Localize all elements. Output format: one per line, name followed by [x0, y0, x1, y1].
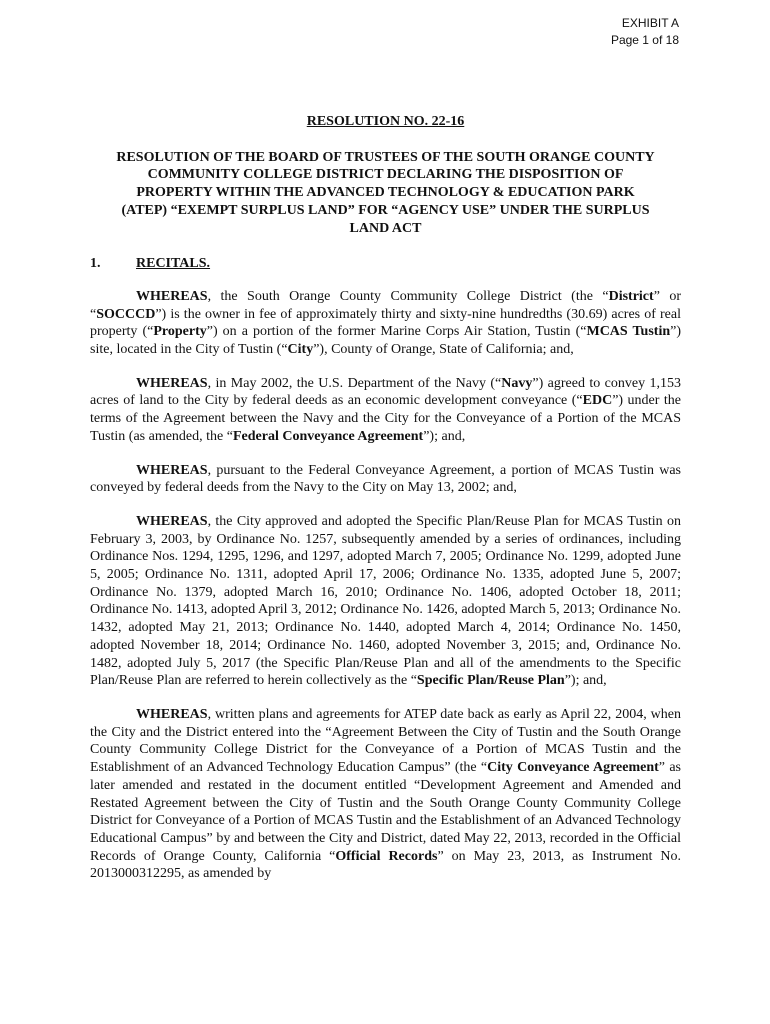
resolution-number: RESOLUTION NO. 22-16	[306, 114, 465, 129]
recital-paragraph-5: WHEREAS, written plans and agreements for ATEP date back as early as April 22, 2004, when the City and the District entered into the “Agreement Between the City of Tustin and the South Orange County Community College District for the Conveyance of a Portion of MCAS Tustin and the Establishment of an Advanced Technology Education Campus” (the “City Conveyance Agreement” as later amended and restated in the document entitled “Development Agreement and Amended and Restated Agreement between the City of Tustin and the South Orange County Community College District for Conveyance of a Portion of MCAS Tustin and the Establishment of an Advanced Technology Educational Campus” by and between the City and District, dated May 22, 2013, recorded in the Official Records of Orange County, California “Official Records” on May 23, 2013, as Instrument No. 2013000312295, as amended by	[90, 706, 682, 882]
recital-paragraph-3: WHEREAS, pursuant to the Federal Conveyance Agreement, a portion of MCAS Tustin was conveyed by federal deeds from the Navy to the City on May 13, 2002; and,	[90, 462, 681, 496]
section-number: 1.	[90, 256, 101, 272]
exhibit-label: EXHIBIT A	[621, 16, 679, 30]
recital-paragraph-1: WHEREAS, the South Orange County Community College District (the “District” or “SOCCCD”) is the owner in fee of approximately thirty and sixty-nine hundredths (30.69) acres of real property (“Property”) on a portion of the former Marine Corps Air Station, Tustin (“MCAS Tustin”) site, located in the City of Tustin (“City”), County of Orange, State of California; and,	[90, 288, 682, 358]
section-heading	[90, 255, 681, 273]
resolution-title: RESOLUTION OF THE BOARD OF TRUSTEES OF THE SOUTH ORANGE COUNTY COMMUNITY COLLEGE DISTRICT DECLARING THE DISPOSITION OF PROPERTY WITHIN THE ADVANCED TECHNOLOGY & EDUCATION PARK (ATEP) “EXEMPT SURPLUS LAND” FOR “AGENCY USE” UNDER THE SURPLUS LAND ACT	[116, 149, 655, 236]
section-label: RECITALS.	[136, 256, 211, 272]
document-body	[90, 113, 681, 883]
recital-paragraph-2: WHEREAS, in May 2002, the U.S. Department of the Navy (“Navy”) agreed to convey 1,153 acres of land to the City by federal deeds as an economic development conveyance (“EDC”) under the terms of the Agreement between the Navy and the City for the Conveyance of a Portion of the MCAS Tustin (as amended, the “Federal Conveyance Agreement”); and,	[90, 375, 681, 444]
recital-paragraph-4: WHEREAS, the City approved and adopted the Specific Plan/Reuse Plan for MCAS Tustin on February 3, 2003, by Ordinance No. 1257, subsequently amended by a series of ordinances, including Ordinance Nos. 1294, 1295, 1296, and 1297, adopted March 7, 2005; Ordinance No. 1299, adopted June 5, 2005; Ordinance No. 1311, adopted April 17, 2006; Ordinance No. 1335, adopted June 5, 2007; Ordinance No. 1379, adopted March 16, 2010; Ordinance No. 1406, adopted October 18, 2011; Ordinance No. 1413, adopted April 3, 2012; Ordinance No. 1426, adopted March 5, 2013; Ordinance No. 1432, adopted May 21, 2013; Ordinance No. 1440, adopted March 4, 2014; Ordinance No. 1450, adopted November 18, 2014; Ordinance No. 1460, adopted November 3, 2015; and, Ordinance No. 1482, adopted July 5, 2017 (the Specific Plan/Reuse Plan and all of the amendments to the Specific Plan/Reuse Plan are referred to herein collectively as the “Specific Plan/Reuse Plan”); and,	[90, 513, 681, 689]
exhibit-header	[611, 15, 679, 49]
page-number: Page 1 of 18	[610, 33, 679, 47]
